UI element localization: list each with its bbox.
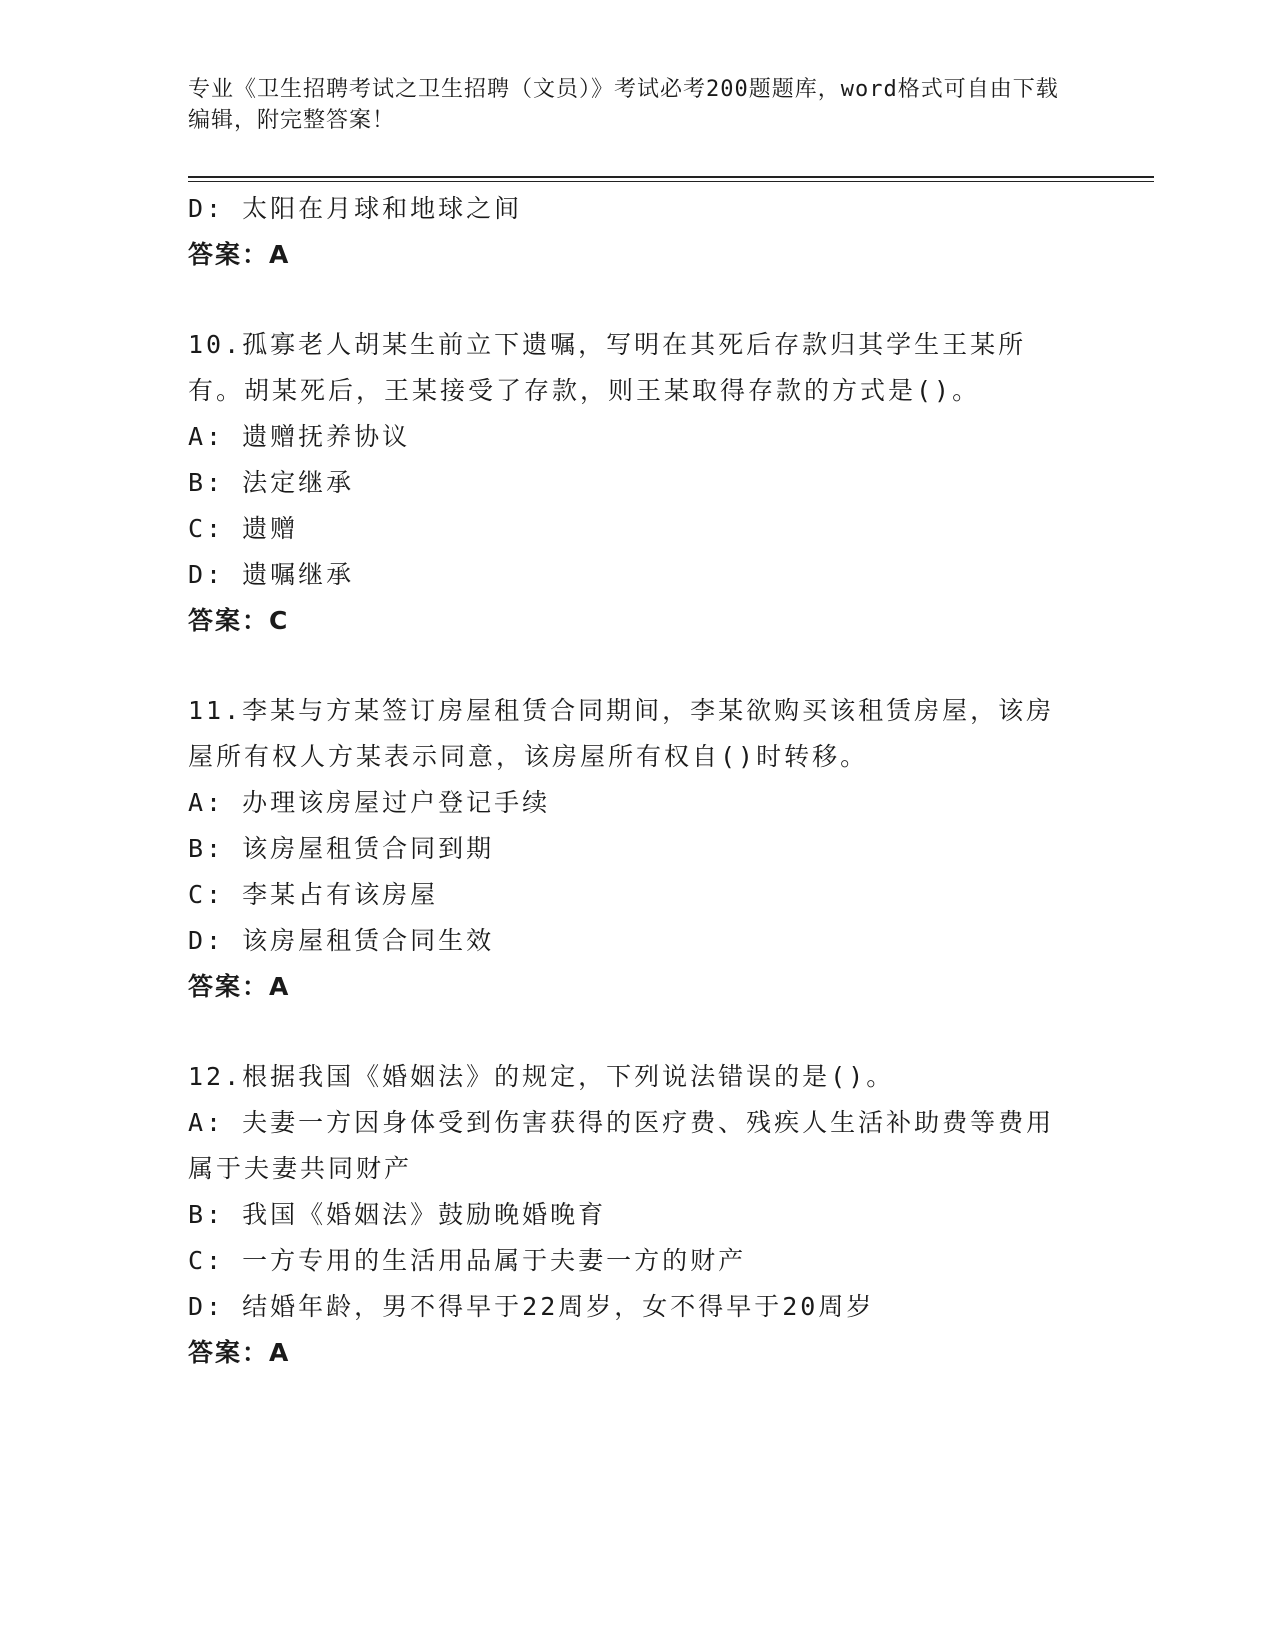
option-a: A: 遗赠抚养协议	[188, 422, 411, 451]
option-d: D: 结婚年龄，男不得早于22周岁，女不得早于20周岁	[188, 1292, 875, 1321]
question-stem: 12.根据我国《婚姻法》的规定，下列说法错误的是()。	[188, 1062, 895, 1091]
prev-option-d: D: 太阳在月球和地球之间	[188, 194, 523, 223]
option-a: A: 办理该房屋过户登记手续	[188, 788, 551, 817]
question-stem: 11.李某与方某签订房屋租赁合同期间，李某欲购买该租赁房屋，该房屋所有权人方某表示同意，该房屋所有权自()时转移。	[188, 696, 1055, 771]
question-10	[188, 322, 1088, 644]
page-header: 专业《卫生招聘考试之卫生招聘（文员）》考试必考200题题库，word格式可自由下载编辑，附完整答案！	[188, 77, 1059, 133]
option-c: C: 李某占有该房屋	[188, 880, 439, 909]
question-11	[188, 688, 1088, 1010]
option-a: A: 夫妻一方因身体受到伤害获得的医疗费、残疾人生活补助费等费用属于夫妻共同财产	[188, 1108, 1055, 1183]
question-stem: 10.孤寡老人胡某生前立下遗嘱，写明在其死后存款归其学生王某所有。胡某死后，王某接受了存款，则王某取得存款的方式是()。	[188, 330, 1027, 405]
option-d: D: 遗嘱继承	[188, 560, 355, 589]
option-b: B: 该房屋租赁合同到期	[188, 834, 495, 863]
option-c: C: 遗赠	[188, 514, 299, 543]
option-b: B: 法定继承	[188, 468, 355, 497]
question-content	[188, 186, 1088, 1376]
question-12	[188, 1054, 1088, 1376]
answer: 答案：C	[188, 606, 290, 635]
option-c: C: 一方专用的生活用品属于夫妻一方的财产	[188, 1246, 747, 1275]
answer: 答案：A	[188, 972, 291, 1001]
header-divider	[188, 176, 1154, 182]
option-d: D: 该房屋租赁合同生效	[188, 926, 495, 955]
prev-answer: 答案：A	[188, 240, 291, 269]
answer: 答案：A	[188, 1338, 291, 1367]
option-b: B: 我国《婚姻法》鼓励晚婚晚育	[188, 1200, 607, 1229]
